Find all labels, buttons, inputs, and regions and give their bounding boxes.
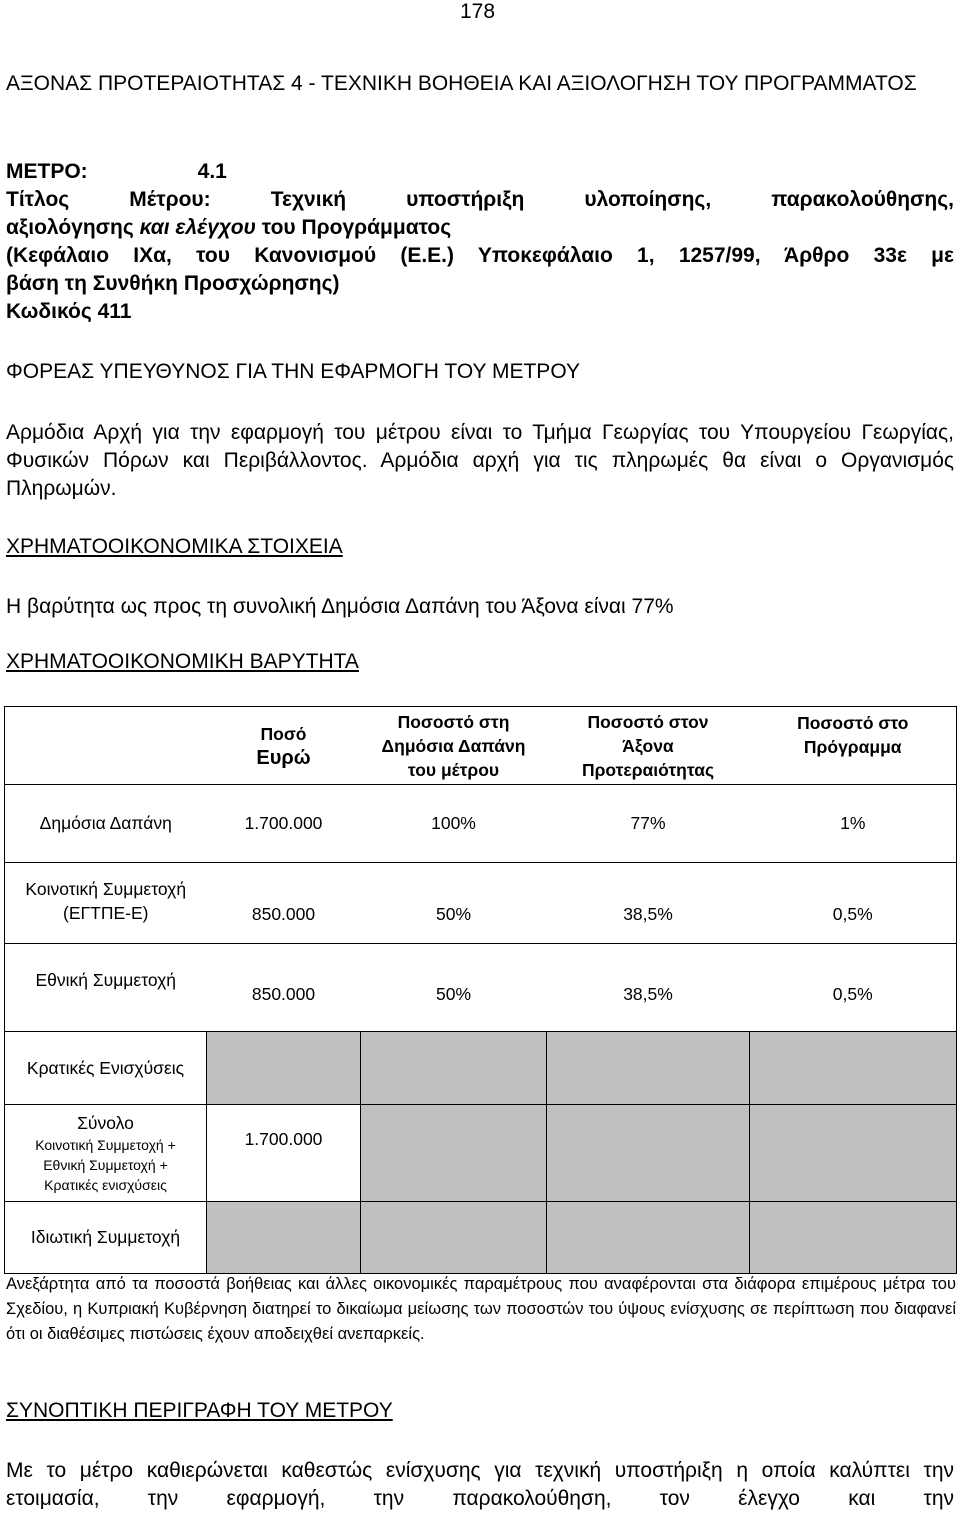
page-number: 178 bbox=[460, 0, 496, 23]
summary-heading: ΣΥΝΟΠΤΙΚΗ ΠΕΡΙΓΡΑΦΗ ΤΟΥ ΜΕΤΡΟΥ bbox=[6, 1399, 393, 1422]
responsible-heading: ΦΟΡΕΑΣ ΥΠΕΥΘΥΝΟΣ ΓΙΑ ΤΗΝ ΕΦΑΡΜΟΓΗ ΤΟΥ ΜΕΤΡΟΥ bbox=[6, 360, 580, 383]
row-public-label: Δημόσια Δαπάνη bbox=[5, 785, 207, 863]
financial-weight-table bbox=[4, 706, 957, 1274]
row-national-label: Εθνική Συμμετοχή bbox=[5, 944, 207, 1032]
row-community-amount: 850.000 bbox=[207, 863, 361, 944]
row-community-label: Κοινοτική Συμμετοχή (ΕΓΤΠΕ-Ε) bbox=[5, 863, 207, 944]
row-national-pct-programme: 0,5% bbox=[750, 944, 957, 1032]
shaded-cell bbox=[361, 1032, 547, 1105]
measure-block bbox=[6, 158, 954, 326]
table-row bbox=[5, 863, 957, 944]
row-public-pct-public: 100% bbox=[361, 785, 547, 863]
weight-heading: ΧΡΗΜΑΤΟΟΙΚΟΝΟΜΙΚΗ ΒΑΡΥΤΗΤΑ bbox=[6, 650, 359, 673]
header-empty-cell bbox=[5, 707, 207, 785]
row-public-pct-axis: 77% bbox=[547, 785, 750, 863]
weight-note: Ανεξάρτητα από τα ποσοστά βοήθειας και άλλες οικονομικές παραμέτρους που αναφέρονται στα διάφορα επιμέρους μέτρα του Σχεδίου, η Κυπριακή Κυβέρνηση διατηρεί το δικαίωμα μείωσης των ποσοστών του ύψους ενίσχυσης σε περίπτωση που διαφανεί ότι οι διαθέσιμες πιστώσεις έχουν αποδειχθεί ανεπαρκείς. bbox=[6, 1275, 956, 1343]
row-community-pct-public: 50% bbox=[361, 863, 547, 944]
shaded-cell bbox=[750, 1202, 957, 1274]
table-row bbox=[5, 785, 957, 863]
measure-regulation-line1: (Κεφάλαιο ΙΧα, του Κανονισμού (Ε.Ε.) Υποκεφάλαιο 1, 1257/99, Άρθρο 33ε με bbox=[6, 244, 954, 267]
shaded-cell bbox=[361, 1105, 547, 1202]
table-header-row bbox=[5, 707, 957, 785]
header-pct-axis: Ποσοστό στον Άξονα Προτεραιότητας bbox=[547, 707, 750, 785]
summary-text: Με το μέτρο καθιερώνεται καθεστώς ενίσχυσης για τεχνική υποστήριξη η οποία καλύπτει την ετοιμασία, την εφαρμογή, την παρακολούθηση, τον έλεγχο και την bbox=[6, 1459, 954, 1510]
row-private-label: Ιδιωτική Συμμετοχή bbox=[5, 1202, 207, 1274]
header-amount: Ποσό Ευρώ bbox=[207, 707, 361, 785]
measure-title-line2: αξιολόγησης και ελέγχου του Προγράμματος bbox=[6, 216, 452, 239]
financial-heading: ΧΡΗΜΑΤΟΟΙΚΟΝΟΜΙΚΑ ΣΤΟΙΧΕΙΑ bbox=[6, 535, 343, 558]
table-row bbox=[5, 1105, 957, 1202]
responsible-text: Αρμόδια Αρχή για την εφαρμογή του μέτρου είναι το Τμήμα Γεωργίας του Υπουργείου Γεωργίας, Φυσικών Πόρων και Περιβάλλοντος. Αρμόδια αρχή για τις πληρωμές θα είναι ο Οργανισμός Πληρωμών. bbox=[6, 421, 954, 500]
row-community-pct-axis: 38,5% bbox=[547, 863, 750, 944]
header-pct-programme: Ποσοστό στο Πρόγραμμα bbox=[750, 707, 957, 785]
row-national-pct-public: 50% bbox=[361, 944, 547, 1032]
row-total-amount: 1.700.000 bbox=[207, 1105, 361, 1202]
row-state-aid-label: Κρατικές Ενισχύσεις bbox=[5, 1032, 207, 1105]
shaded-cell bbox=[750, 1032, 957, 1105]
shaded-cell bbox=[547, 1105, 750, 1202]
measure-number-row bbox=[6, 158, 954, 186]
shaded-cell bbox=[361, 1202, 547, 1274]
axis-title: ΑΞΟΝΑΣ ΠΡΟΤΕΡΑΙΟΤΗΤΑΣ 4 - ΤΕΧΝΙΚΗ ΒΟΗΘΕΙΑ ΚΑΙ ΑΞΙΟΛΟΓΗΣΗ ΤΟΥ ΠΡΟΓΡΑΜΜΑΤΟΣ bbox=[6, 72, 917, 95]
table-row bbox=[5, 1032, 957, 1105]
measure-regulation-line2: βάση τη Συνθήκη Προσχώρησης) bbox=[6, 272, 340, 295]
row-total-label: Σύνολο Κοινοτική Συμμετοχή + Εθνική Συμμετοχή + Κρατικές ενισχύσεις bbox=[5, 1105, 207, 1202]
shaded-cell bbox=[207, 1202, 361, 1274]
row-national-amount: 850.000 bbox=[207, 944, 361, 1032]
shaded-cell bbox=[547, 1202, 750, 1274]
row-public-amount: 1.700.000 bbox=[207, 785, 361, 863]
row-community-pct-programme: 0,5% bbox=[750, 863, 957, 944]
measure-code: Κωδικός 411 bbox=[6, 300, 132, 323]
measure-title-line1: Τίτλος Μέτρου: Τεχνική υποστήριξη υλοποίησης, παρακολούθησης, bbox=[6, 188, 954, 211]
row-national-pct-axis: 38,5% bbox=[547, 944, 750, 1032]
shaded-cell bbox=[547, 1032, 750, 1105]
financial-text: Η βαρύτητα ως προς τη συνολική Δημόσια Δαπάνη του Άξονα είναι 77% bbox=[6, 595, 674, 618]
table-row bbox=[5, 1202, 957, 1274]
measure-number: 4.1 bbox=[197, 160, 227, 183]
shaded-cell bbox=[750, 1105, 957, 1202]
header-pct-public: Ποσοστό στη Δημόσια Δαπάνη του μέτρου bbox=[361, 707, 547, 785]
row-public-pct-programme: 1% bbox=[750, 785, 957, 863]
table-row bbox=[5, 944, 957, 1032]
shaded-cell bbox=[207, 1032, 361, 1105]
measure-label: ΜΕΤΡΟ: bbox=[6, 160, 88, 183]
